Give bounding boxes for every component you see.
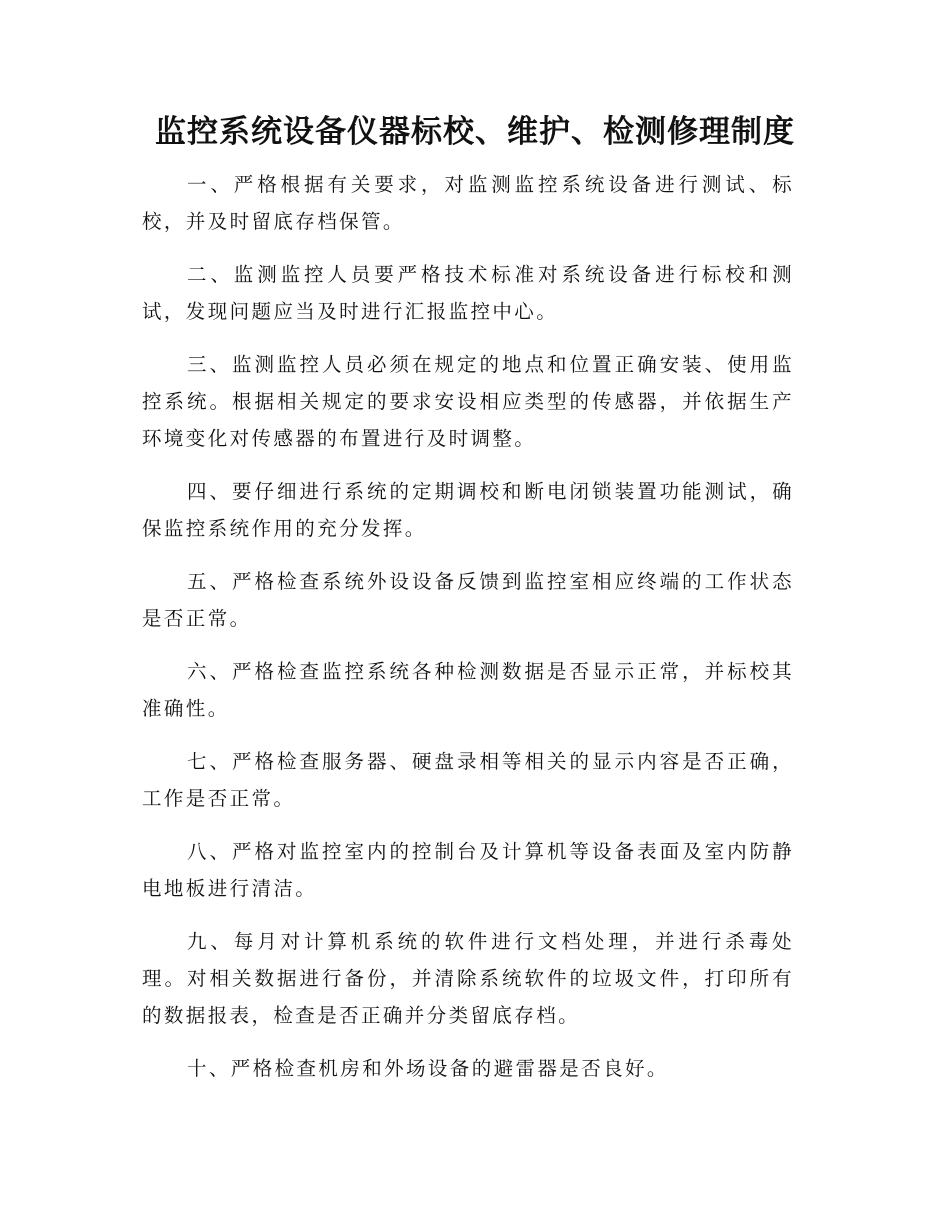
paragraph-5: 五、严格检查系统外设设备反馈到监控室相应终端的工作状态是否正常。 [142,570,794,630]
paragraph-7: 七、严格检查服务器、硬盘录相等相关的显示内容是否正确，工作是否正常。 [142,750,794,810]
paragraph-3: 三、监测监控人员必须在规定的地点和位置正确安装、使用监控系统。根据相关规定的要求安设相应类型的传感器，并依据生产环境变化对传感器的布置进行及时调整。 [142,353,794,450]
paragraph-1: 一、严格根据有关要求，对监测监控系统设备进行测试、标校，并及时留底存档保管。 [142,173,794,233]
document-body [142,166,794,1103]
document-title: 监控系统设备仪器标校、维护、检测修理制度 [155,114,795,150]
paragraph-4: 四、要仔细进行系统的定期调校和断电闭锁装置功能测试，确保监控系统作用的充分发挥。 [142,480,794,540]
paragraph-9: 九、每月对计算机系统的软件进行文档处理，并进行杀毒处理。对相关数据进行备份，并清除系统软件的垃圾文件，打印所有的数据报表，检查是否正确并分类留底存档。 [142,930,794,1027]
paragraph-10: 十、严格检查机房和外场设备的避雷器是否良好。 [187,1057,669,1080]
paragraph-2: 二、监测监控人员要严格技术标准对系统设备进行标校和测试，发现问题应当及时进行汇报监控中心。 [142,263,794,323]
paragraph-6: 六、严格检查监控系统各种检测数据是否显示正常，并标校其准确性。 [142,660,794,720]
paragraph-8: 八、严格对监控室内的控制台及计算机等设备表面及室内防静电地板进行清洁。 [142,840,794,900]
